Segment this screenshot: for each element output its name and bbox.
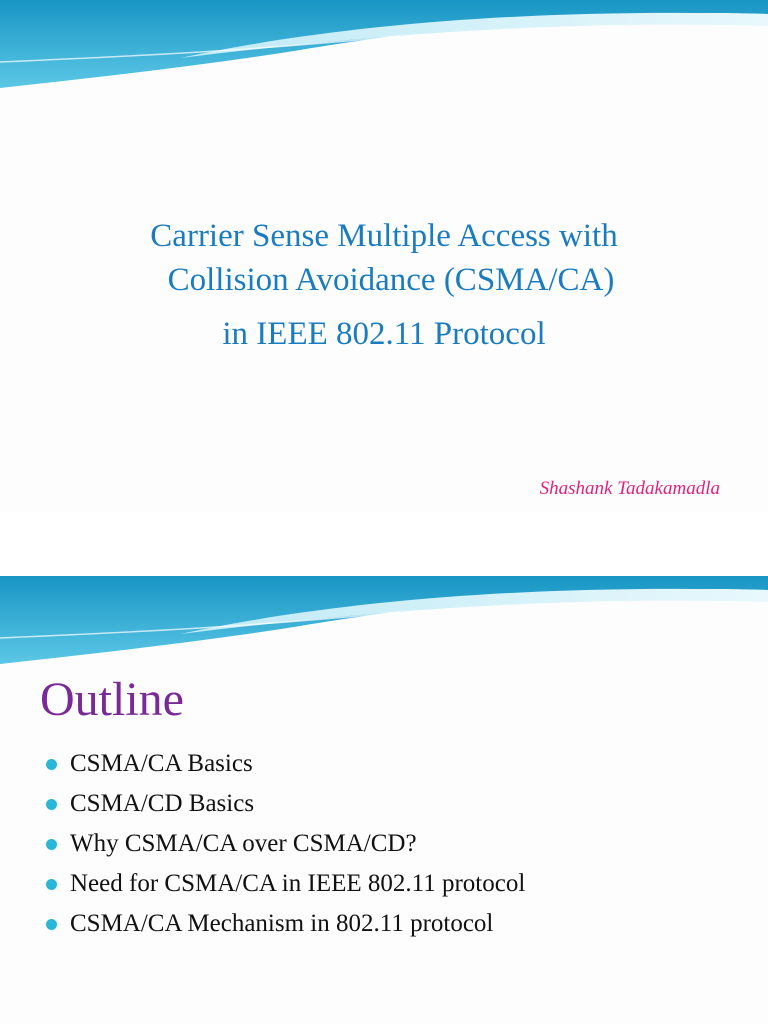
title-line-2: Collision Avoidance (CSMA/CA) (167, 262, 615, 298)
title-line-3: in IEEE 802.11 Protocol (222, 316, 546, 352)
list-item-text: Need for CSMA/CA in IEEE 802.11 protocol (70, 870, 526, 897)
title-line-1: Carrier Sense Multiple Access with (150, 218, 618, 254)
bullet-dot-icon (46, 879, 57, 890)
wave-banner-decoration (0, 0, 768, 90)
outline-heading: Outline (40, 673, 184, 726)
list-item-text: CSMA/CD Basics (70, 790, 255, 817)
list-item (46, 784, 525, 824)
wave-banner-decoration (0, 576, 768, 666)
outline-list (46, 744, 525, 944)
list-item-text: Why CSMA/CA over CSMA/CD? (70, 830, 417, 857)
bullet-dot-icon (46, 919, 57, 930)
slide-title (0, 214, 768, 356)
list-item (46, 864, 525, 904)
bullet-dot-icon (46, 799, 57, 810)
list-item (46, 904, 525, 944)
author-name: Shashank Tadakamadla (539, 478, 720, 499)
list-item-text: CSMA/CA Basics (70, 750, 253, 777)
slide-gap (0, 512, 768, 576)
outline-slide (0, 576, 768, 1024)
list-item-text: CSMA/CA Mechanism in 802.11 protocol (70, 910, 494, 937)
list-item (46, 744, 525, 784)
bullet-dot-icon (46, 839, 57, 850)
list-item (46, 824, 525, 864)
bullet-dot-icon (46, 759, 57, 770)
